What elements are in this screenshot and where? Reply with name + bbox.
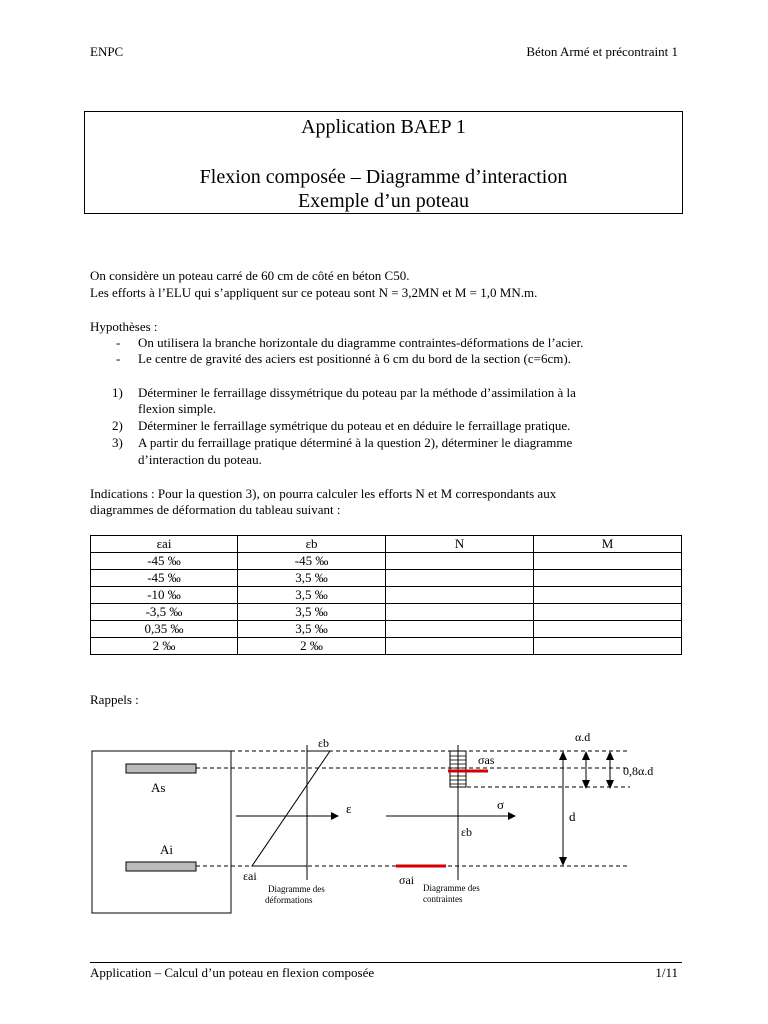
table-header-row (91, 536, 682, 553)
footer-left: Application – Calcul d’un poteau en flexion composée (90, 965, 375, 980)
table-header-cell: εb (238, 536, 386, 553)
table-cell (534, 553, 682, 570)
question-text: flexion simple. (138, 401, 216, 416)
bottom-rebar (126, 862, 196, 871)
table-cell (386, 570, 534, 587)
table-cell: -45 ‰ (91, 553, 238, 570)
table-row (91, 604, 682, 621)
table-cell (534, 621, 682, 638)
deformation-table (90, 535, 682, 655)
section-square (92, 751, 231, 913)
table-row (91, 553, 682, 570)
table-cell: 2 ‰ (91, 638, 238, 655)
hypothesis-dash: - (116, 335, 121, 350)
table-cell: 3,5 ‰ (238, 604, 386, 621)
table-cell: 0,35 ‰ (91, 621, 238, 638)
rappels-figure (0, 720, 768, 920)
table-cell: 3,5 ‰ (238, 587, 386, 604)
as-label: As (151, 780, 166, 795)
table-row (91, 587, 682, 604)
eps-label: ε (346, 801, 352, 816)
question-number: 2) (112, 418, 123, 433)
ai-label: Ai (160, 842, 173, 857)
question-text: d’interaction du poteau. (138, 452, 262, 467)
sigma-as-label: σas (478, 753, 495, 767)
table-cell: -10 ‰ (91, 587, 238, 604)
footer-rule (90, 962, 682, 963)
table-cell: 2 ‰ (238, 638, 386, 655)
deformations-caption-2: déformations (265, 895, 313, 905)
table-cell: 3,5 ‰ (238, 570, 386, 587)
intro-paragraph-1: On considère un poteau carré de 60 cm de côté en béton C50. (90, 268, 410, 283)
08-alpha-d-label: 0,8α.d (623, 764, 654, 778)
title-line-3: Exemple d’un poteau (297, 190, 470, 212)
title-line-2: Flexion composée – Diagramme d’interaction (199, 166, 568, 188)
rappels-label: Rappels : (90, 692, 139, 707)
d-label: d (569, 809, 576, 824)
table-cell (386, 638, 534, 655)
question-number: 3) (112, 435, 123, 450)
deformations-caption-1: Diagramme des (268, 884, 325, 894)
table-cell (386, 587, 534, 604)
table-row (91, 621, 682, 638)
top-rebar (126, 764, 196, 773)
hypothesis-item: On utilisera la branche horizontale du diagramme contraintes-déformations de l’acier. (138, 335, 584, 350)
table-cell (534, 570, 682, 587)
sigma-label: σ (497, 797, 505, 812)
contraintes-caption-1: Diagramme des (423, 883, 480, 893)
table-cell: -45 ‰ (238, 553, 386, 570)
table-row (91, 638, 682, 655)
hypothesis-item: Le centre de gravité des aciers est positionné à 6 cm du bord de la section (c=6cm). (138, 351, 571, 366)
header-right: Béton Armé et précontraint 1 (526, 44, 678, 59)
footer-page-number: 1/11 (655, 965, 678, 980)
question-number: 1) (112, 385, 123, 400)
table-cell: -45 ‰ (91, 570, 238, 587)
eps-b-label-stress: εb (461, 825, 473, 839)
question-text: Déterminer le ferraillage symétrique du poteau et en déduire le ferraillage pratique. (138, 418, 571, 433)
question-text: Déterminer le ferraillage dissymétrique du poteau par la méthode d’assimilation à la (138, 385, 576, 400)
question-text: A partir du ferraillage pratique déterminé à la question 2), déterminer le diagramme (138, 435, 573, 450)
table-header-cell: N (386, 536, 534, 553)
table-cell (534, 638, 682, 655)
contraintes-caption-2: contraintes (423, 894, 463, 904)
table-header-cell: M (534, 536, 682, 553)
sigma-ai-label: σai (399, 873, 415, 887)
alpha-d-label: α.d (575, 730, 591, 744)
table-cell (386, 604, 534, 621)
header-left: ENPC (90, 44, 124, 59)
title-line-1: Application BAEP 1 (301, 116, 466, 138)
table-header-cell: εai (91, 536, 238, 553)
table-cell (386, 621, 534, 638)
table-row (91, 570, 682, 587)
title-box (84, 111, 683, 214)
hypotheses-label: Hypothèses : (90, 319, 158, 334)
table-cell (386, 553, 534, 570)
table-cell: -3,5 ‰ (91, 604, 238, 621)
intro-paragraph-2: Les efforts à l’ELU qui s’appliquent sur ce poteau sont N = 3,2MN et M = 1,0 MN.m. (90, 285, 538, 300)
eps-b-label: εb (318, 736, 330, 750)
table-cell: 3,5 ‰ (238, 621, 386, 638)
table-cell (534, 587, 682, 604)
hypothesis-dash: - (116, 351, 121, 366)
eps-ai-label: εai (243, 869, 257, 883)
indications-line-1: Indications : Pour la question 3), on pourra calculer les efforts N et M correspondants aux (90, 486, 557, 501)
table-cell (534, 604, 682, 621)
indications-line-2: diagrammes de déformation du tableau suivant : (90, 502, 341, 517)
